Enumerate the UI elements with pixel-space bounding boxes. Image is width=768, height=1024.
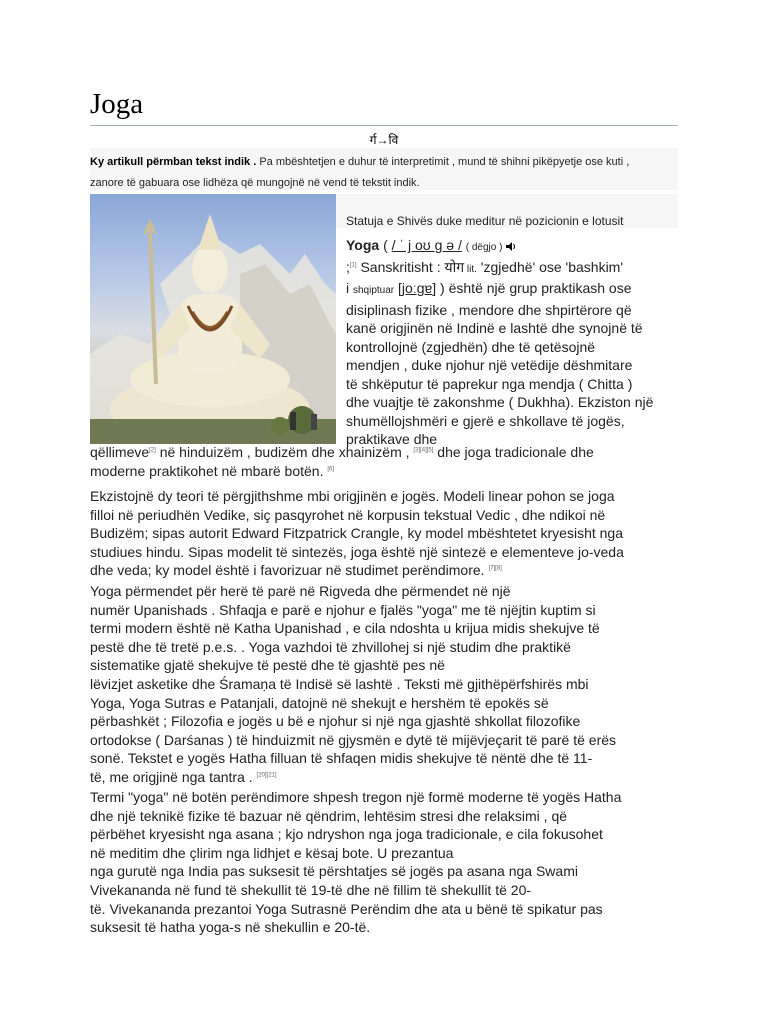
shqiptuar-label: shqiptuar [353, 285, 395, 296]
notice-bold: Ky artikull përmban tekst indik . [90, 156, 257, 168]
lead-line-3-text: ) është një grup praktikash ose [436, 280, 632, 296]
indic-text-notice [90, 148, 678, 190]
paragraph-line: Yoga, Yoga Sutras e Patanjali, datojnë në shekujt e hershëm të epokës së [90, 694, 549, 711]
paragraph-line: përbëhet kryesisht nga asana ; kjo ndryshon nga joga tradicionale, e cila fokusohet [90, 826, 603, 843]
lead-line-1 [346, 236, 678, 258]
lead-narrow-line: shumëllojshmëri e gjerë e shkollave të jogës, [346, 412, 625, 429]
notice-line-2: zanore të gabuara ose lidhëza që mungojnë në vend të tekstit indik. [90, 177, 420, 189]
devanagari-term: योग [444, 258, 465, 275]
paragraph-line: Vivekananda në fund të shekullit të 19-të dhe në fillim të shekullit të 20- [90, 881, 532, 898]
lit-abbrev: lit. [464, 263, 477, 275]
hatnote-symbol: र्ग→वि [369, 133, 399, 147]
image-caption: Statuja e Shivës duke meditur në pozicionin e lotusit [336, 194, 678, 228]
paragraph-line: Budizëm; sipas autorit Edward Fitzpatrick Crangle, ky model mbështetet kryesisht nga [90, 525, 624, 542]
lead-narrow-line: praktikave dhe [346, 431, 438, 447]
lead-narrow-line: kontrollojnë (zgjedhën) dhe të qetësojnë [346, 338, 596, 355]
paragraph-line-text: dhe veda; ky model është i favorizuar në studimet perëndimore. [90, 562, 485, 579]
lead-narrow-line: mendjen , duke njohur një vetëdije dëshmitare [346, 357, 633, 373]
lead-semicolon: ; [346, 258, 350, 275]
paragraph-line: pestë dhe të tretë p.e.s. . Yoga vazhdoi të zhvillohej si një studim dhe praktikë [90, 638, 571, 655]
lead-full-b: në hinduizëm , budizëm dhe xhainizëm , [155, 444, 414, 460]
paragraph-line: në meditim dhe çlirim nga lidhjet e kësaj bote. U prezantua [90, 844, 454, 861]
paragraph-line [90, 768, 678, 787]
lead-sanskrit-label[interactable]: Sanskritisht : [356, 258, 445, 275]
ref-3-5[interactable]: [3][4][5] [413, 447, 434, 454]
paragraph-line: dhe një teknikë fizike të bazuar në qëndrim, lehtësim stresi dhe relaksimi , që [90, 807, 568, 824]
lead-full-line-2-text: moderne praktikohet në mbarë botën. [90, 462, 324, 479]
lead-paragraph-narrow [346, 236, 678, 449]
paragraph-line: Termi "yoga" në botën perëndimore shpesh tregon një formë moderne të yogës Hatha [90, 789, 622, 805]
lead-narrow-line: kanë origjinën në Indinë e lashtë dhe synojnë të [346, 320, 643, 336]
lead-full-line-2 [90, 462, 678, 481]
lead-line-2 [346, 258, 678, 280]
lead-open-paren: ( [383, 237, 392, 253]
lead-narrow-line: të shkëputur të paprekur nga mendja ( Chitta ) [346, 375, 633, 392]
lead-i: i [346, 280, 353, 296]
page-title: Joga [90, 88, 144, 120]
lead-term: Yoga [346, 237, 380, 253]
paragraph-line: nga gurutë nga India pas suksesit të përshtatjes së jogës pa asana nga Swami [90, 863, 578, 880]
paragraph-line: të. Vivekananda prezantoi Yoga Sutrasnë Perëndim dhe ata u bënë të spikatur pas [90, 900, 603, 917]
paragraph-history [90, 582, 678, 787]
ipa-pronunciation[interactable]: / ˈ j oʊ ɡ ə / [391, 237, 462, 253]
ipa-native[interactable]: [joːɡɐ] [398, 280, 437, 296]
lead-narrow-line: disiplinash fizike , mendore dhe shpirtërore që [346, 301, 632, 318]
paragraph-line: termi modern është në Katha Upanishad , e cila ndoshta u krijua midis shekujve të [90, 620, 600, 637]
ref-2[interactable]: [2] [149, 447, 156, 454]
paragraph-line: suksesit të hatha yoga-s në shekullin e 20-të. [90, 919, 371, 936]
lead-full-a: qëllimeve [90, 444, 150, 460]
paragraph-line: Yoga përmendet për herë të parë në Rigveda dhe përmendet në një [90, 583, 511, 599]
paragraph-line: numër Upanishads . Shfaqja e parë e njohur e fjalës "yoga" me të njëjtin kuptim si [90, 601, 596, 618]
title-divider [90, 125, 678, 126]
paragraph-origins [90, 487, 678, 580]
lead-line-3 [346, 279, 678, 301]
notice-line-1 [90, 152, 678, 173]
paragraph-line-text: të, me origjinë nga tantra . [90, 768, 253, 785]
paragraph-line: sonë. Tekstet e yogës Hatha filluan të shfaqen midis shekujve të nëntë dhe të 11- [90, 750, 593, 767]
shiva-statue-image[interactable] [90, 194, 336, 444]
lead-paragraph-full [90, 443, 678, 480]
shiva-statue-illustration [90, 194, 336, 444]
paragraph-line: ortodokse ( Darśanas ) të hinduizmit në gjysmën e dytë të mijëvjeçarit të parë të erës [90, 731, 617, 748]
paragraph-modern [90, 788, 678, 937]
ref-1[interactable]: [1] [349, 261, 357, 268]
lead-full-line-1 [90, 443, 678, 462]
paragraph-line [90, 561, 678, 580]
paragraph-line: sistematike gjatë shekujve të pestë dhe të gjashtë pes në [90, 657, 445, 674]
lead-gloss: 'zgjedhë' ose 'bashkim' [476, 258, 624, 275]
paragraph-line: filloi në periudhën Vedike, siç pasqyrohet në korpusin tekstual Vedic , dhe ndikoi në [90, 506, 606, 523]
listen-label[interactable]: ( dëgjo ) [465, 242, 503, 253]
lead-narrow-line: dhe vuajtje të zakonshme ( Dukhha). Ekziston një [346, 394, 654, 410]
ref-7-8[interactable]: [7][8] [488, 565, 502, 572]
paragraph-line: studiues hindu. Sipas modelit të sintezës, joga është një sintezë e elementeve jo-veda [90, 543, 624, 560]
speaker-icon[interactable] [506, 242, 516, 251]
paragraph-line: lëvizjet asketike dhe Śramaṇa të Indisë së lashtë . Teksti më gjithëpërfshirës mbi [90, 675, 589, 692]
ref-20-21[interactable]: [20][21] [256, 772, 277, 779]
notice-line-1-text: Pa mbështetjen e duhur të interpretimit , mund të shihni pikëpyetje ose kuti , [256, 156, 630, 168]
paragraph-line: Ekzistojnë dy teori të përgjithshme mbi origjinën e jogës. Modeli linear pohon se joga [90, 488, 615, 504]
paragraph-line: përbashkët ; Filozofia e jogës u bë e njohur si një nga gjashtë shkollat filozofike [90, 713, 581, 730]
ref-6[interactable]: [6] [327, 465, 335, 472]
lead-full-c: dhe joga tradicionale dhe [433, 444, 594, 460]
